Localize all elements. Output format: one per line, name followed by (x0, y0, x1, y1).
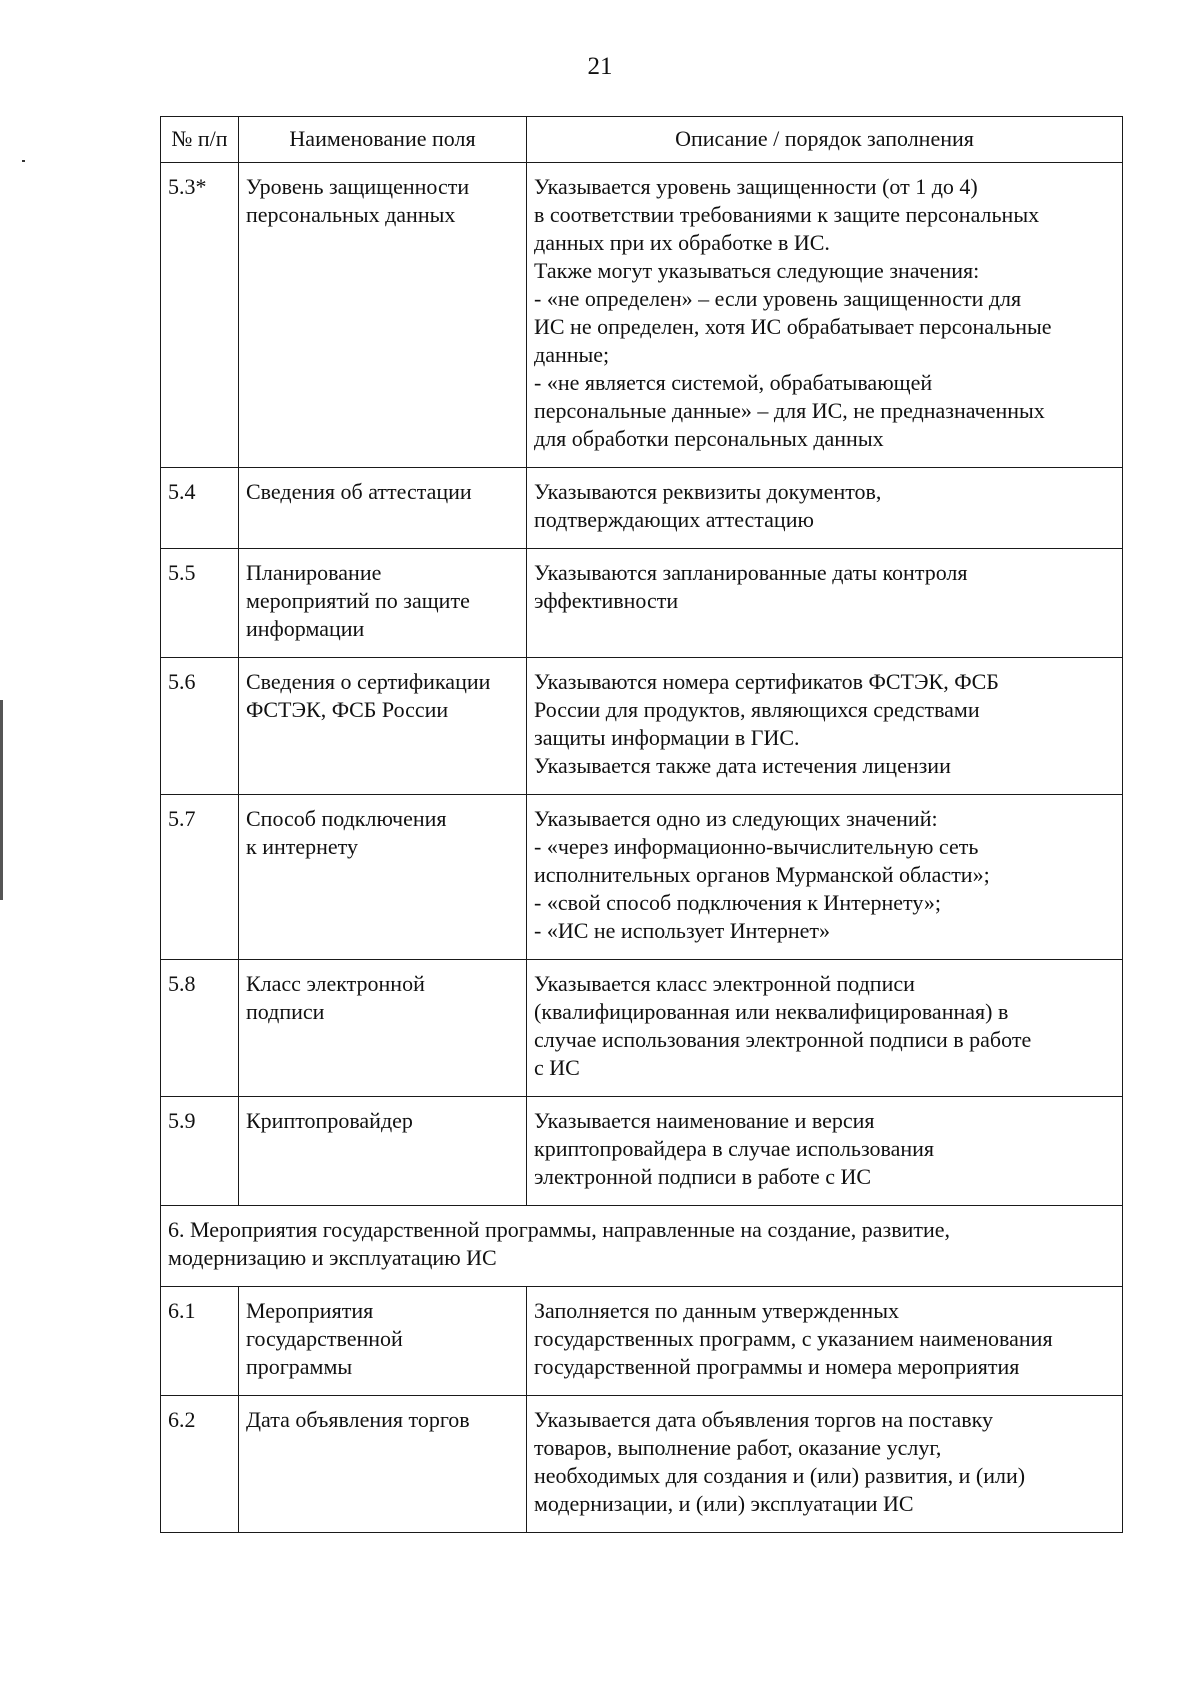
row-desc-line: - «ИС не использует Интернет» (534, 918, 830, 943)
row-num: 5.7 (161, 795, 239, 960)
row-desc-line: Указывается также дата истечения лицензии (534, 753, 951, 778)
row-desc-line: Указывается дата объявления торгов на поставку (534, 1407, 994, 1432)
row-desc-line: данные; (534, 342, 610, 367)
row-desc-line: - «свой способ подключения к Интернету»; (534, 890, 941, 915)
scan-artifact-edge (0, 700, 3, 900)
row-name (239, 549, 527, 658)
row-name (239, 1287, 527, 1396)
row-name-line: Сведения о сертификации (246, 669, 491, 694)
row-desc-line: необходимых для создания и (или) развития, и (или) (534, 1463, 1026, 1488)
row-desc-line: (квалифицированная или неквалифицированная) в (534, 999, 1009, 1024)
row-num: 5.5 (161, 549, 239, 658)
row-name-line: Уровень защищенности (246, 174, 470, 199)
row-name-line: государственной (246, 1326, 403, 1351)
row-desc-line: данных при их обработке в ИС. (534, 230, 830, 255)
header-name: Наименование поля (239, 117, 527, 163)
fields-table (160, 116, 1123, 1533)
row-desc (527, 1287, 1123, 1396)
table-row (161, 1287, 1123, 1396)
row-desc (527, 658, 1123, 795)
row-desc (527, 1396, 1123, 1533)
row-desc (527, 163, 1123, 468)
row-name-line: подписи (246, 999, 325, 1024)
table-row (161, 795, 1123, 960)
row-desc-line: ИС не определен, хотя ИС обрабатывает персональные (534, 314, 1052, 339)
row-name-line: Мероприятия (246, 1298, 374, 1323)
row-desc-line: Заполняется по данным утвержденных (534, 1298, 899, 1323)
row-name-line: Криптопровайдер (246, 1108, 413, 1133)
row-name (239, 1396, 527, 1533)
row-name (239, 960, 527, 1097)
row-num: 5.3* (161, 163, 239, 468)
row-desc-line: с ИС (534, 1055, 580, 1080)
row-desc-line: электронной подписи в работе с ИС (534, 1164, 872, 1189)
table-row (161, 658, 1123, 795)
row-name-line: Дата объявления торгов (246, 1407, 470, 1432)
row-name (239, 163, 527, 468)
row-desc-line: персональные данные» – для ИС, не предназначенных (534, 398, 1045, 423)
table-header-row (161, 117, 1123, 163)
row-desc-line: Указывается одно из следующих значений: (534, 806, 938, 831)
row-num: 5.9 (161, 1097, 239, 1206)
row-desc-line: модернизации, и (или) эксплуатации ИС (534, 1491, 914, 1516)
row-name (239, 468, 527, 549)
row-desc (527, 960, 1123, 1097)
row-desc-line: государственной программы и номера мероприятия (534, 1354, 1020, 1379)
section-title-line: 6. Мероприятия государственной программы, направленные на создание, развитие, (168, 1217, 951, 1242)
row-desc-line: случае использования электронной подписи в работе (534, 1027, 1032, 1052)
page-number: 21 (587, 53, 613, 80)
row-name-line: Класс электронной (246, 971, 425, 996)
row-name (239, 795, 527, 960)
table-row (161, 468, 1123, 549)
row-desc-line: Указывается класс электронной подписи (534, 971, 915, 996)
row-desc-line: государственных программ, с указанием наименования (534, 1326, 1053, 1351)
row-name-line: информации (246, 616, 365, 641)
row-name-line: Способ подключения (246, 806, 447, 831)
row-desc-line: в соответствии требованиями к защите персональных (534, 202, 1040, 227)
row-desc-line: для обработки персональных данных (534, 426, 884, 451)
row-name-line: к интернету (246, 834, 358, 859)
scan-artifact-dot (22, 160, 25, 162)
row-name-line: Планирование (246, 560, 382, 585)
row-name (239, 1097, 527, 1206)
row-desc-line: - «через информационно-вычислительную сеть (534, 834, 979, 859)
row-name-line: Сведения об аттестации (246, 479, 472, 504)
row-desc-line: защиты информации в ГИС. (534, 725, 800, 750)
row-desc-line: Указываются запланированные даты контроля (534, 560, 968, 585)
row-num: 6.2 (161, 1396, 239, 1533)
row-num: 5.8 (161, 960, 239, 1097)
row-name-line: программы (246, 1354, 353, 1379)
row-desc-line: Указываются реквизиты документов, (534, 479, 882, 504)
section-6-title (161, 1206, 1123, 1287)
row-desc-line: подтверждающих аттестацию (534, 507, 814, 532)
table-row (161, 960, 1123, 1097)
header-desc: Описание / порядок заполнения (527, 117, 1123, 163)
row-desc-line: Указывается уровень защищенности (от 1 до 4) (534, 174, 978, 199)
row-name-line: ФСТЭК, ФСБ России (246, 697, 449, 722)
row-name (239, 658, 527, 795)
row-desc (527, 795, 1123, 960)
section-header-row (161, 1206, 1123, 1287)
row-desc-line: исполнительных органов Мурманской области»; (534, 862, 990, 887)
row-name-line: персональных данных (246, 202, 456, 227)
row-desc-line: Указывается наименование и версия (534, 1108, 875, 1133)
table-row (161, 163, 1123, 468)
row-num: 6.1 (161, 1287, 239, 1396)
row-num: 5.4 (161, 468, 239, 549)
row-desc-line: - «не является системой, обрабатывающей (534, 370, 933, 395)
row-name-line: мероприятий по защите (246, 588, 470, 613)
table-row (161, 549, 1123, 658)
row-desc (527, 1097, 1123, 1206)
table-row (161, 1097, 1123, 1206)
row-desc-line: - «не определен» – если уровень защищенности для (534, 286, 1022, 311)
row-desc-line: товаров, выполнение работ, оказание услуг, (534, 1435, 942, 1460)
header-num: № п/п (161, 117, 239, 163)
section-title-line: модернизацию и эксплуатацию ИС (168, 1245, 497, 1270)
row-desc-line: эффективности (534, 588, 679, 613)
table-row (161, 1396, 1123, 1533)
row-desc (527, 549, 1123, 658)
row-num: 5.6 (161, 658, 239, 795)
row-desc-line: криптопровайдера в случае использования (534, 1136, 935, 1161)
row-desc-line: Также могут указываться следующие значения: (534, 258, 980, 283)
row-desc-line: России для продуктов, являющихся средствами (534, 697, 980, 722)
row-desc-line: Указываются номера сертификатов ФСТЭК, ФСБ (534, 669, 999, 694)
row-desc (527, 468, 1123, 549)
